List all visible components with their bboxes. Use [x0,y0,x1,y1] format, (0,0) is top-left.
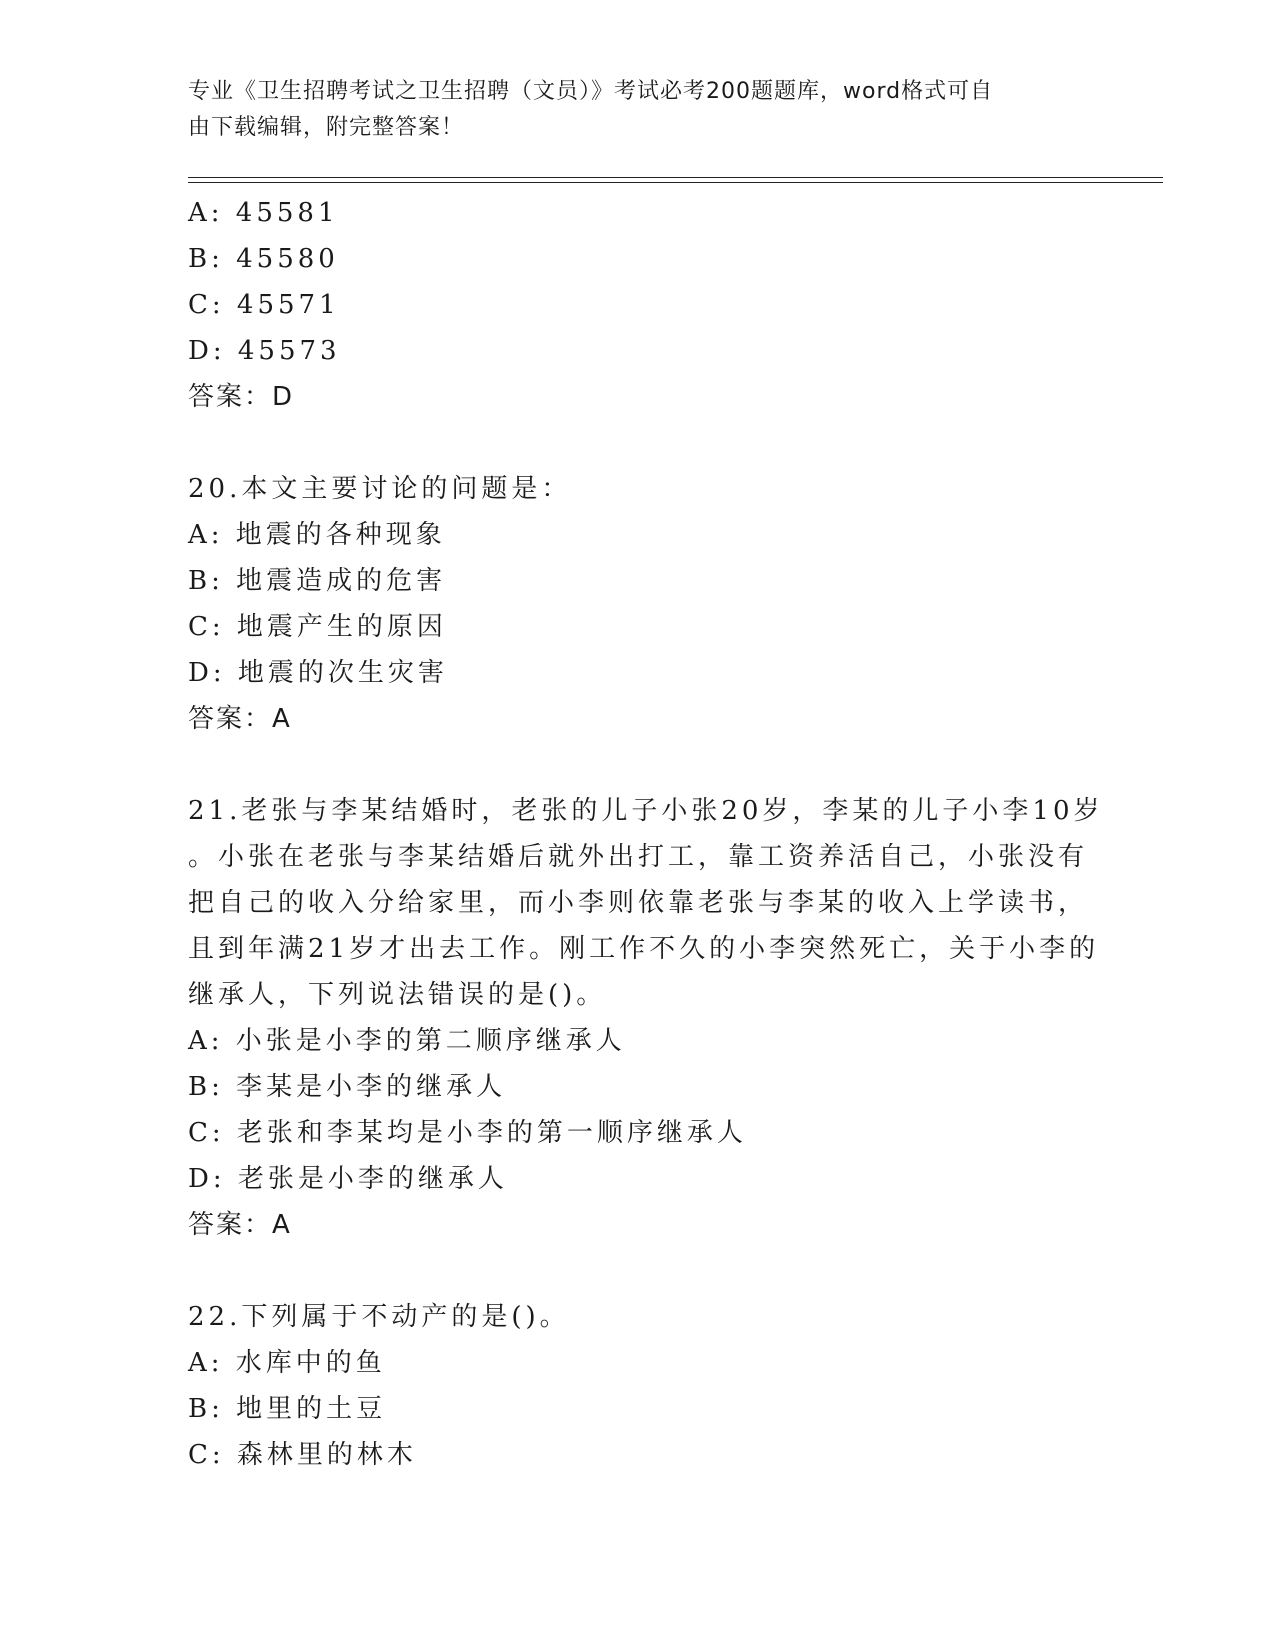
question-19 [188,190,1088,420]
stem-line: 继承人，下列说法错误的是()。 [188,980,607,1010]
document-header [188,74,1068,146]
option-d: D: 老张是小李的继承人 [188,1164,508,1194]
option-b: B: 地里的土豆 [188,1394,387,1424]
answer: 答案：D [188,382,295,412]
option-a: A: 地震的各种现象 [188,520,446,550]
question-stem: 22.下列属于不动产的是()。 [188,1302,570,1332]
option-c: C: 45571 [188,290,340,320]
option-d: D: 地震的次生灾害 [188,658,448,688]
spacer [188,1248,1088,1294]
option-a: A: 小张是小李的第二顺序继承人 [188,1026,626,1056]
question-21 [188,788,1104,1248]
question-list [188,190,1104,1478]
question-22 [188,1294,1088,1478]
spacer [188,420,1088,466]
stem-line: 把自己的收入分给家里，而小李则依靠老张与李某的收入上学读书， [188,888,1089,918]
option-a: A: 水库中的鱼 [188,1348,386,1378]
question-stem [188,788,1104,1018]
option-d: D: 45573 [188,336,341,366]
header-line-2: 由下载编辑，附完整答案！ [188,115,465,140]
question-20 [188,466,1088,742]
option-b: B: 李某是小李的继承人 [188,1072,507,1102]
header-divider-bottom [188,182,1163,183]
header-line-1: 专业《卫生招聘考试之卫生招聘（文员）》考试必考200题题库，word格式可自 [188,79,994,104]
option-b: B: 地震造成的危害 [188,566,447,596]
option-b: B: 45580 [188,244,339,274]
stem-line: 。小张在老张与李某结婚后就外出打工，靠工资养活自己，小张没有 [188,842,1089,872]
option-c: C: 地震产生的原因 [188,612,447,642]
answer: 答案：A [188,704,292,734]
option-c: C: 森林里的林木 [188,1440,417,1470]
option-c: C: 老张和李某均是小李的第一顺序继承人 [188,1118,747,1148]
answer: 答案：A [188,1210,292,1240]
option-a: A: 45581 [188,198,339,228]
stem-line: 且到年满21岁才出去工作。刚工作不久的小李突然死亡，关于小李的 [188,934,1100,964]
spacer [188,742,1088,788]
question-stem: 20.本文主要讨论的问题是： [188,474,572,504]
header-divider-top [188,177,1163,178]
stem-line: 21.老张与李某结婚时，老张的儿子小张20岁，李某的儿子小李10岁 [188,796,1104,826]
